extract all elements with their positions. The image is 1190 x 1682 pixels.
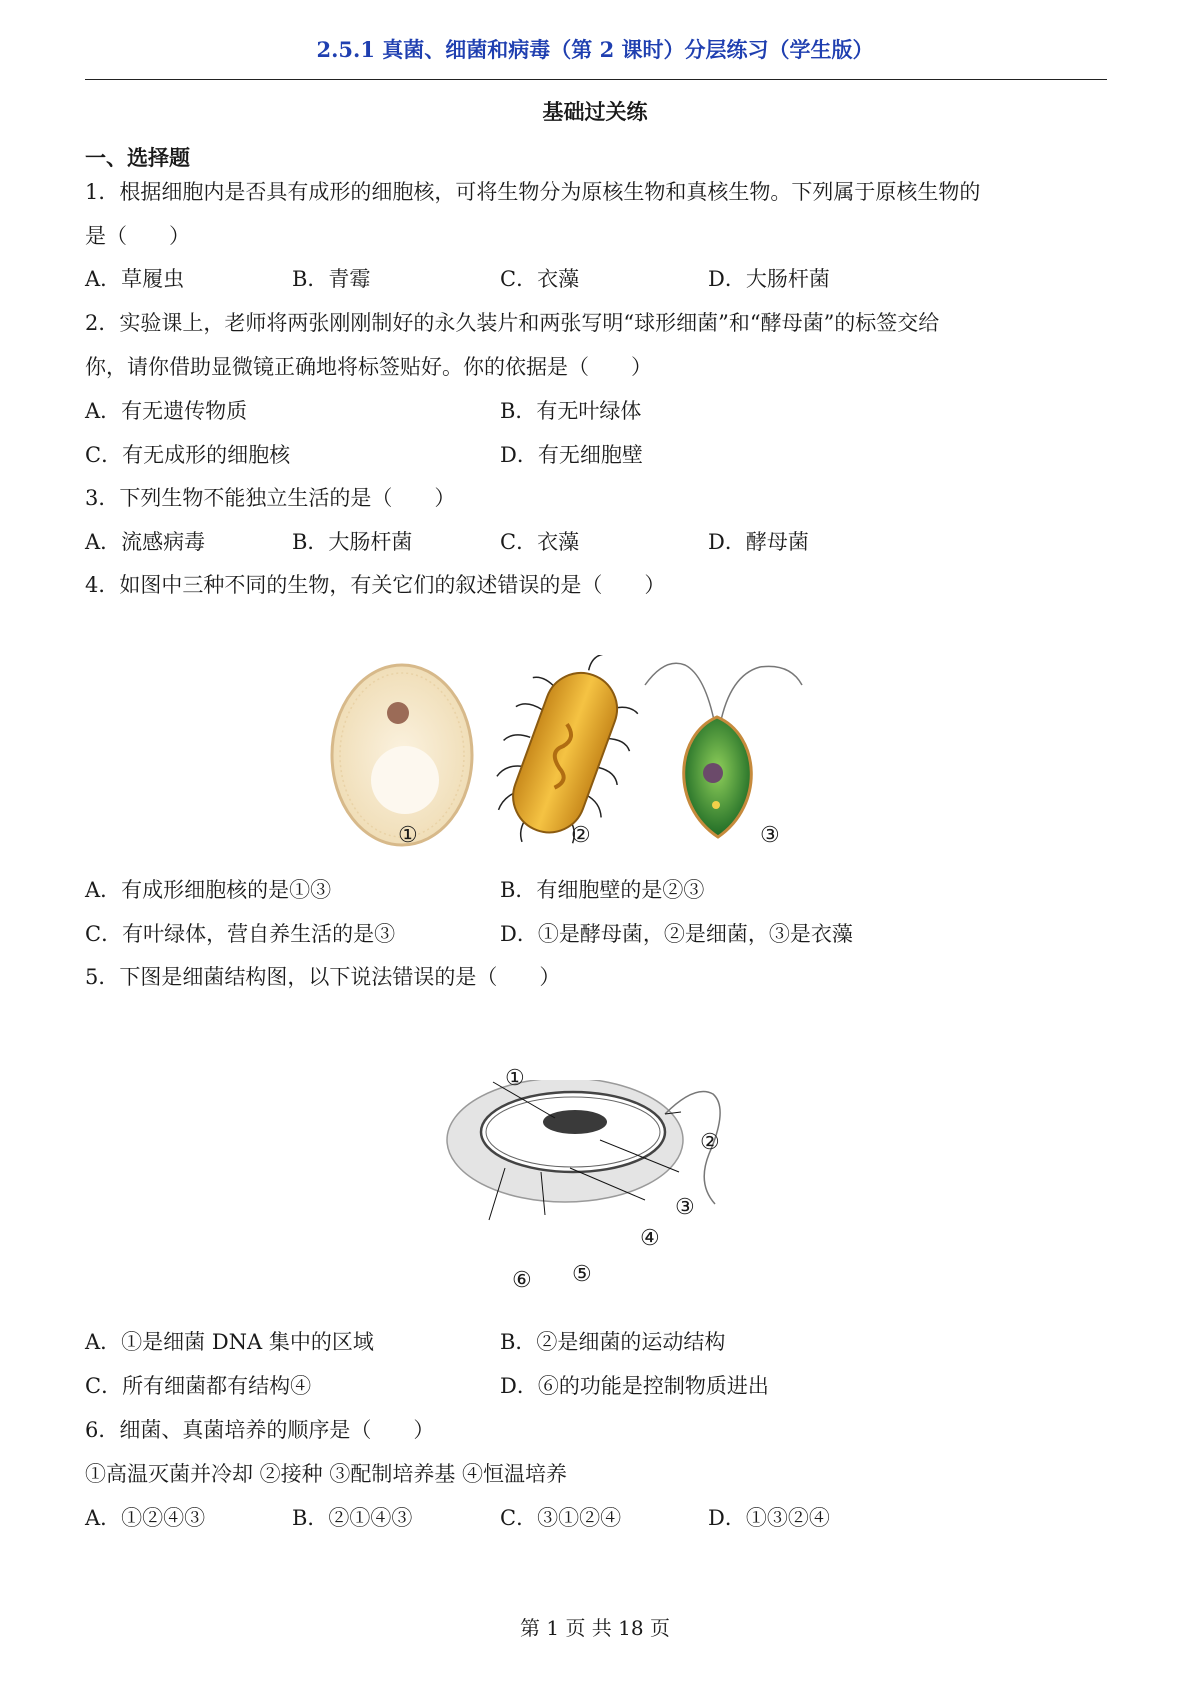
q5-label-4: ④: [640, 1226, 660, 1251]
bacterium-illustration: [473, 655, 657, 855]
q4-option-a: A．有成形细胞核的是①③: [85, 878, 332, 902]
q4-label-3: ③: [760, 823, 780, 848]
q1-stem-line-2: 是（ ）: [85, 224, 190, 248]
q5-label-5: ⑤: [572, 1262, 592, 1287]
q1-option-c: C．衣藻: [500, 267, 580, 291]
header-rule: [85, 79, 1107, 80]
q5-option-d: D．⑥的功能是控制物质进出: [500, 1374, 769, 1398]
q3-stem: 3．下列生物不能独立生活的是（ ）: [85, 486, 456, 510]
q2-stem-line-2: 你，请你借助显微镜正确地将标签贴好。你的依据是（ ）: [85, 355, 652, 379]
q6-option-c: C．③①②④: [500, 1506, 622, 1530]
q4-stem: 4．如图中三种不同的生物，有关它们的叙述错误的是（ ）: [85, 573, 666, 597]
q4-option-c: C．有叶绿体，营自养生活的是③: [85, 922, 396, 946]
q5-label-3: ③: [675, 1195, 695, 1220]
q6-option-b: B．②①④③: [292, 1506, 413, 1530]
document-header: 2.5.1 真菌、细菌和病毒（第 2 课时）分层练习（学生版）: [316, 37, 874, 62]
q5-option-c: C．所有细菌都有结构④: [85, 1374, 312, 1398]
q4-label-1: ①: [398, 823, 418, 848]
q3-option-c: C．衣藻: [500, 530, 580, 554]
q5-option-a: A．①是细菌 DNA 集中的区域: [85, 1330, 374, 1354]
page-footer: 第 1 页 共 18 页: [520, 1616, 670, 1640]
yeast-cell-illustration: [332, 665, 472, 845]
q5-label-6: ⑥: [512, 1268, 532, 1293]
alga-cell-illustration: [645, 663, 802, 837]
part-title: 一、选择题: [85, 145, 190, 170]
q3-option-a: A．流感病毒: [85, 530, 206, 554]
q5-label-2: ②: [700, 1130, 720, 1155]
q3-option-b: B．大肠杆菌: [292, 530, 413, 554]
q4-option-d: D．①是酵母菌，②是细菌，③是衣藻: [500, 922, 853, 946]
q2-option-b: B．有无叶绿体: [500, 399, 642, 423]
q6-option-d: D．①③②④: [708, 1506, 830, 1530]
q5-stem: 5．下图是细菌结构图，以下说法错误的是（ ）: [85, 965, 561, 989]
q6-stem: 6．细菌、真菌培养的顺序是（ ）: [85, 1418, 435, 1442]
q2-option-c: C．有无成形的细胞核: [85, 443, 291, 467]
q2-option-d: D．有无细胞壁: [500, 443, 643, 467]
q5-option-b: B．②是细菌的运动结构: [500, 1330, 726, 1354]
q4-option-b: B．有细胞壁的是②③: [500, 878, 705, 902]
q1-option-a: A．草履虫: [85, 267, 185, 291]
q5-bacterium-structure-figure: [445, 1080, 765, 1230]
q4-label-2: ②: [571, 823, 591, 848]
section-title: 基础过关练: [542, 99, 648, 124]
q3-option-d: D．酵母菌: [708, 530, 809, 554]
q1-option-d: D．大肠杆菌: [708, 267, 830, 291]
q1-option-b: B．青霉: [292, 267, 371, 291]
q6-steps: ①高温灭菌并冷却 ②接种 ③配制培养基 ④恒温培养: [85, 1462, 568, 1486]
q2-option-a: A．有无遗传物质: [85, 399, 248, 423]
q5-label-1: ①: [505, 1066, 525, 1091]
q6-option-a: A．①②④③: [85, 1506, 206, 1530]
q2-stem-line-1: 2．实验课上，老师将两张刚刚制好的永久装片和两张写明“球形细菌”和“酵母菌”的标签交给: [85, 311, 940, 335]
q1-stem-line-1: 1．根据细胞内是否具有成形的细胞核，可将生物分为原核生物和真核生物。下列属于原核生物的: [85, 180, 981, 204]
